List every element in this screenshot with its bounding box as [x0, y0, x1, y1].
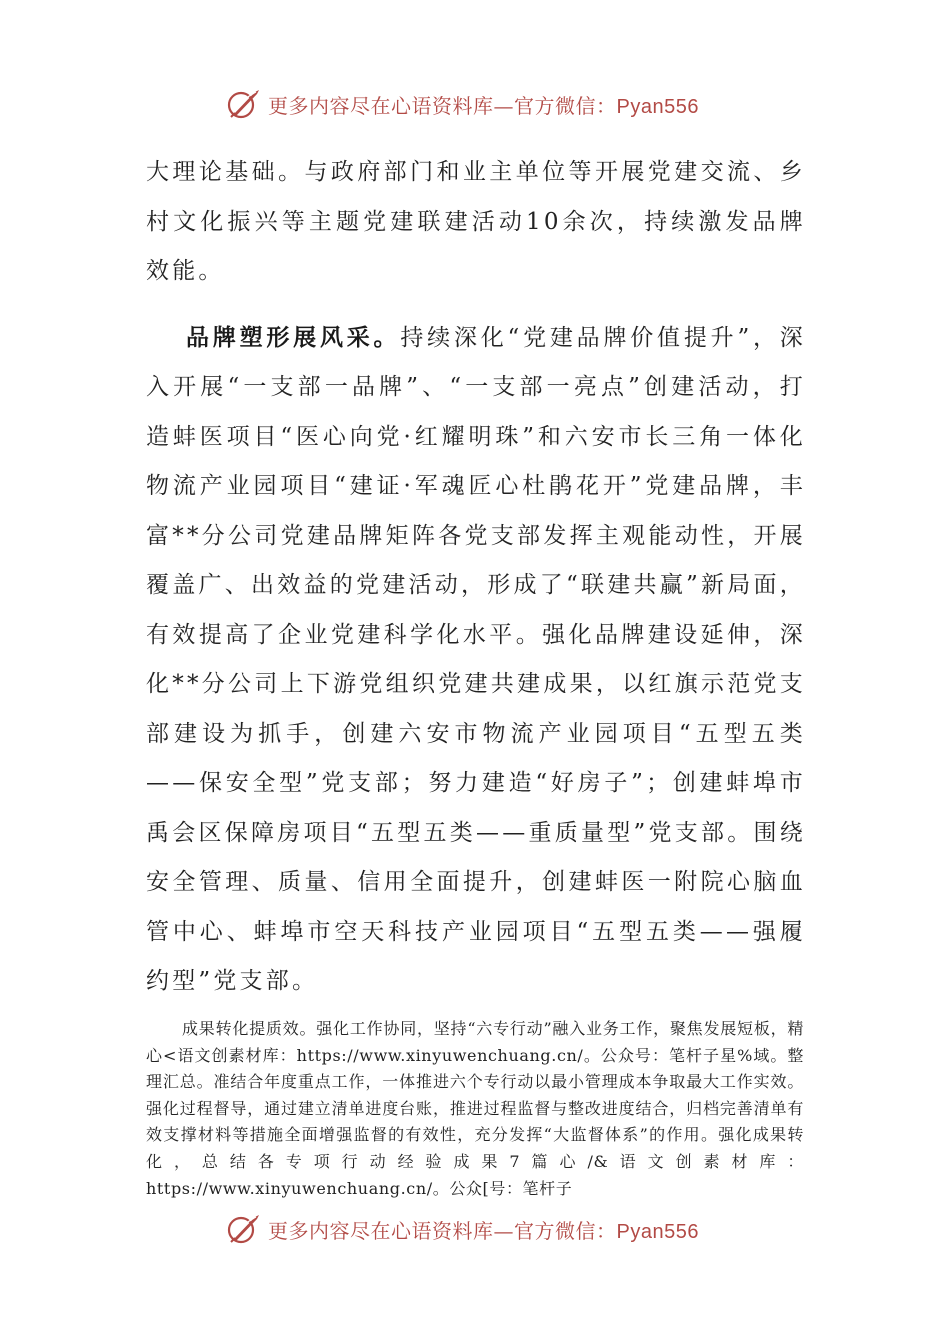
header-banner[interactable] [226, 86, 699, 122]
quill-logo-icon [226, 1211, 262, 1247]
paragraph-2-text: 持续深化“党建品牌价值提升”，深入开展“一支部一品牌”、“一支部一亮点”创建活动，打造蚌医项目“医心向党·红耀明珠”和六安市长三角一体化物流产业园项目“建证·军魂匠心杜鹃花开”党建品牌，丰富**分公司党建品牌矩阵各党支部发挥主观能动性，开展覆盖广、出效益的党建活动，形成了“联建共赢”新局面，有效提高了企业党建科学化水平。强化品牌建设延伸，深化**分公司上下游党组织党建共建成果，以红旗示范党支部建设为抓手，创建六安市物流产业园项目“五型五类——保安全型”党支部；努力建造“好房子”；创建蚌埠市禹会区保障房项目“五型五类——重质量型”党支部。围绕安全管理、质量、信用全面提升，创建蚌医一附院心脑血管中心、蚌埠市空天科技产业园项目“五型五类——强履约型”党支部。 [146, 324, 806, 994]
footer-banner-text: 更多内容尽在心语资料库—官方微信：Pyan556 [268, 1218, 699, 1243]
footer-banner[interactable] [226, 1211, 699, 1247]
paragraph-2 [146, 313, 806, 1007]
paragraph-1: 大理论基础。与政府部门和业主单位等开展党建交流、乡村文化振兴等主题党建联建活动10余次，持续激发品牌效能。 [146, 159, 806, 284]
main-text [146, 148, 806, 1007]
paragraph-2-heading: 品牌塑形展风采。 [186, 323, 401, 351]
quill-logo-icon [226, 86, 262, 122]
header-banner-text: 更多内容尽在心语资料库—官方微信：Pyan556 [268, 93, 699, 118]
small-paragraph: 成果转化提质效。强化工作协同，坚持“六专行动”融入业务工作，聚焦发展短板，精心<语文创素材库：https://www.xinyuwenchuang.cn/。公众号：笔杆子星%域。整理汇总。准结合年度重点工作，一体推进六个专行动以最小管理成本争取最大工作实效。强化过程督导，通过建立清单进度台账，推进过程监督与整改进度结合，归档完善清单有效支撑材料等措施全面增强监督的有效性，充分发挥“大监督体系”的作用。强化成果转化，总结各专项行动经验成果7篇心/&语文创素材库：https://www.xinyuwenchuang.cn/。公众[号：笔杆子 [146, 1019, 804, 1198]
footer-wechat-id: Pyan556 [616, 1220, 699, 1243]
header-wechat-id: Pyan556 [616, 95, 699, 118]
